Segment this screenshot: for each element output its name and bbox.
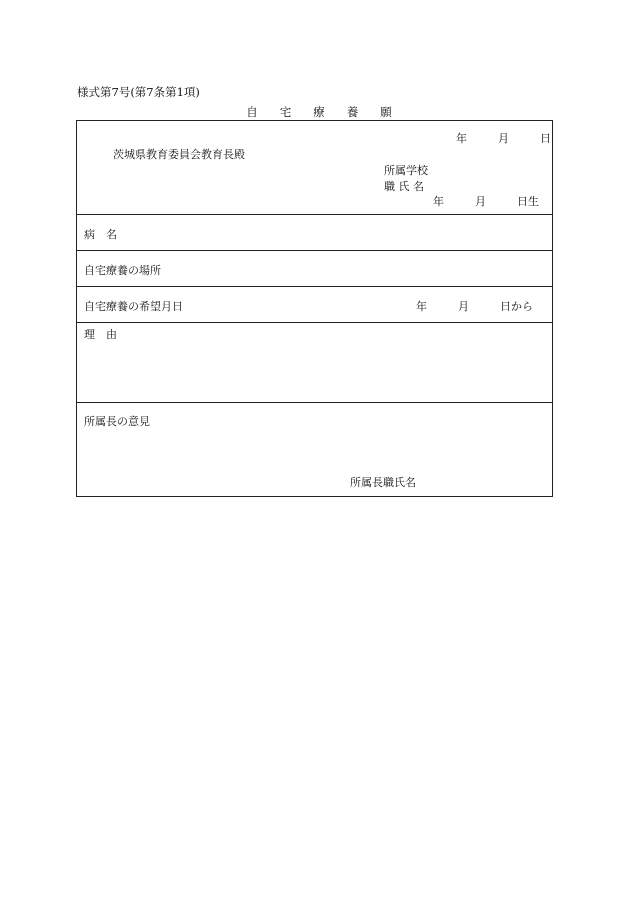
birth-year-label: 年 (433, 195, 444, 208)
disease-row (77, 215, 552, 251)
place-label: 自宅療養の場所 (84, 264, 161, 277)
date-day-label: 日 (540, 132, 551, 145)
disease-label: 病 名 (84, 228, 117, 241)
title-char: 療 (313, 105, 325, 119)
opinion-row (77, 403, 552, 496)
title-char: 養 (346, 105, 359, 119)
form-number: 様式第7号(第7条第1項) (77, 85, 200, 99)
addressee: 茨城県教育委員会教育長殿 (113, 148, 245, 161)
place-row (77, 251, 552, 287)
date-year-label: 年 (456, 132, 467, 145)
title-char: 宅 (279, 105, 292, 119)
title-char: 願 (380, 105, 392, 119)
reason-label: 理 由 (84, 328, 117, 341)
title-char: 自 (246, 105, 258, 119)
head-name-label: 所属長職氏名 (350, 476, 416, 489)
desired-month-label: 月 (458, 300, 469, 313)
reason-row (77, 323, 552, 403)
desired-date-row (77, 287, 552, 323)
opinion-label: 所属長の意見 (84, 415, 150, 428)
applicant-section (77, 121, 552, 215)
desired-date-label: 自宅療養の希望月日 (84, 300, 183, 313)
name-label: 職 氏 名 (384, 180, 424, 193)
date-month-label: 月 (498, 132, 509, 145)
desired-year-label: 年 (416, 300, 427, 313)
form-title (0, 104, 630, 120)
birth-day-label: 日生 (517, 195, 539, 208)
desired-from-label: 日から (500, 300, 533, 313)
desired-date-parts (416, 298, 533, 314)
submission-date (456, 130, 551, 146)
birth-date (433, 193, 539, 209)
application-form-table (76, 120, 553, 497)
school-label: 所属学校 (384, 164, 428, 177)
birth-month-label: 月 (475, 195, 486, 208)
